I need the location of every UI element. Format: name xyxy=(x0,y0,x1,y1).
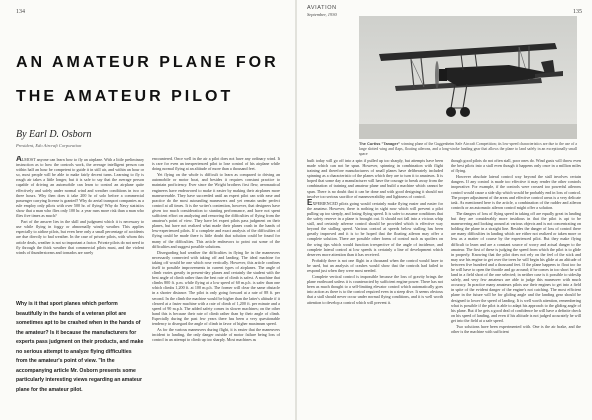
issue-date: September, 1930 xyxy=(307,12,337,18)
paragraph-text: XPERIENCED pilots going would certainly make flying easier and easier for the amateur. However, there is nothing in sight now which will prevent a pilot pulling up too steeply, and losing flying speed. It is safer to assume conditions that the safety reserve in a plane is brought out. It should not fall into a vicious whip stall, and certainly adverse control should be provided which is effective way beyond the stalling speed. Various control at speeds below stalling has been greatly improved and it is to be hoped that the floating aileron may offer a complete solution. There are possible other forms of control such as spoilers on the wing tips which would function irrespective of the angle of incidence, and complete lateral control at low speeds is certainly a line of development which deserves more attention than it has received. xyxy=(307,200,443,257)
body-paragraph: encountered. Once well in the air a pilot does not have any ordinary wind. It is rare for even an inexperienced pilot to lose control of his airplane while doing normal flying at an altitude of more than a thousand feet. xyxy=(152,156,280,172)
body-paragraph: Disregarding bad weather the difficulties in flying lie in the maneuvers necessarily connected with taking off and landing. The ideal machine for taking off would be one which rose vertically. However, this article confines itself to possible improvements in current types of airplanes. The angle of climb varies greatly in present-day planes and certainly the student with the best angle of climb rather than the best rate of climb is safest. A machine that climbs 800 ft. p.m. while flying at a low speed of 60 m.p.h. is safer than one which climbs 1,200 ft. at 100 m.p.h. The former will clear the same obstacle in a shorter distance. The pilot is only going forward at a rate of 88 ft. per second. In the climb the machine would be higher than the latter's altitude if it cleared at a faster machine with a rate of climb of 1,200 ft. per minute and a speed of 90 m.p.h. The added safety comes in slower machines; on the other hand this is because their rate of climb rather than by their angle of climb. Especially during the past few years there has been a very questionable tendency to disregard the angle of climb in favor of higher maximum speed. xyxy=(152,249,280,326)
drop-cap: E xyxy=(307,197,313,207)
author-affiliation: President, Edo Aircraft Corporation xyxy=(16,143,82,148)
body-paragraph: Two solutions have been experimented with. One is the air brake, and the other is the machine with sufficient xyxy=(451,324,581,335)
page-number: 135 xyxy=(573,9,582,15)
biplane-photo xyxy=(359,16,577,139)
body-paragraph: Yet flying on the whole is difficult to learn as compared to driving an automobile or motor boat, and besides it requires constant practice to maintain proficiency. Ever since the Wright brothers first flew, aeronautical engineers have endeavored to make it easier by making their airplanes more maneuverable. They have succeeded until an expert pilot can with ease and practice do the most astounding maneuvers and yet remain under perfect control at all times. It is the writer's contention, however, that designers have given too much consideration to stunting performance, and have not spent sufficient effort on analyzing and removing the difficulties of flying from the amateur's point of view. They have let expert pilots pass judgment on their planes, but have not realized what made their planes crash in the hands of less-experienced pilots. If a complete and exact analysis of the difficulties of flying could be made there is little doubt that solution could be found for many of the difficulties. This article endeavors to point out some of the difficulties and suggest possible solutions. xyxy=(152,172,280,249)
left-column-1 xyxy=(16,156,144,294)
body-paragraph: However absolute lateral control way beyond the stall involves certain dangers. If any control is made too effective it may render the other controls inoperative. For example, if the controls were crossed too powerful ailerons control would cause a side slip which would be probably end in loss of control. The proper adjustment of the areas and effective control areas is a very delicate task. As mentioned here is the article, a combination of the rudder and aileron controls or an automatic aileron control might offer a solution. xyxy=(451,174,581,210)
body-paragraph: Complete vertical control is impossible because the loss of gravity brings the plane earthward unless it is counteracted by sufficient engine power. There has not been as much thought to a self-limiting elevator control which automatically goes into action as there is to the control required even in a steep dive. It seems obvious that a stall should never occur under normal flying conditions, and it is well worth attention to develop a control which will prevent it. xyxy=(307,274,443,305)
body-paragraph xyxy=(307,197,443,257)
body-paragraph xyxy=(16,156,144,218)
drop-cap: A xyxy=(16,156,22,163)
right-column-2 xyxy=(451,158,581,416)
body-paragraph: Probably there is not one flight in a thousand when the control would have to be used, but an analysis of crashes would show that the controls had failed to respond just when they were most needed. xyxy=(307,257,443,273)
caption-text: winning plane of the Guggenheim Safe Aircraft Competition; its low-speed characteristics are due to the use of a large slotted wing and flaps, floating ailerons, and a long-stroke landing gear that allows the plane to land safely in an exceptionally small space xyxy=(359,142,577,156)
pull-quote: Why is it that sport planes which perform beautifully in the hands of a veteran pilot are sometimes apt to be crashed when in the hands of the amateur? Is it because the manufacturers for experts pass judgment on their products, and make no serious attempt to analyze flying difficulties from the amateur's point of view. "In the accompanying article Mr. Osborn presents some particularly interesting views regarding an amateur plane for the amateur pilot. xyxy=(16,301,144,393)
byline: By Earl D. Osborn xyxy=(16,129,92,140)
left-page xyxy=(0,0,295,420)
running-head xyxy=(307,5,337,18)
article-title: AN AMATEUR PLANE FOR THE AMATEUR PILOT xyxy=(16,54,279,105)
biplane-illustration xyxy=(359,16,577,139)
photo-caption xyxy=(359,142,577,156)
caption-lead: The Curtiss "Tanager" xyxy=(359,141,401,146)
left-column-2 xyxy=(152,156,280,414)
right-page xyxy=(297,0,592,420)
body-paragraph: As for the various maneuvers during flight, it is easier that the maneuvers incident to landing, the only danger outside of motor failure being loss of control in an attempt to climb up too sharply. Most machines as xyxy=(152,327,280,343)
body-paragraph: built today will go off into a spin if pulled up too sharply, but attempts have been made which can not be spun. However, spinning in combination with flight training and therefore manufacturers of small planes have deliberately included spinning as a characteristic of the planes which they are to turn it to amateurs. It is hoped that some day a manufacturer will have the courage to break away from the combination of training and amateur plane and build a machine which cannot be spun. There is no doubt that it can be done and with good designing it should not involve too serious sacrifice of maneuverability and lightness of control. xyxy=(307,158,443,199)
magazine-name: AVIATION xyxy=(307,5,337,11)
body-paragraph: though good pilots do not often stall, poor ones do. Wind gusts will throw even the best pilots into a stall even though it happens only once in a million miles of flying. xyxy=(451,158,581,174)
page-number: 134 xyxy=(16,9,25,15)
body-paragraph: Part of the answer lies in the skill and judgment which it is necessary to use while flying in foggy or abnormally windy weather. This applies especially to airline pilots, but even here only a small percentage of accidents are due directly to bad weather. In the case of private pilots, with whom this article deals, weather is not so important a factor. Private pilots do not need to fly through the thick weather that commercial pilots must, and the violent winds of thunderstorms and tornados are rarely xyxy=(16,219,144,255)
paragraph-text: LMOST anyone can learn how to fly an airplane. With a little preliminary instruction as to how the controls work, the average intelligent person can within half an hour be competent to guide it in still air, and within an hour or so, most people will be able to make fairly decent turns. Learning to fly is rough air takes a little longer, but it is safe to say that the average person capable of driving an automobile can learn to control an airplane quite effectively and safely under normal wind and weather conditions in two or three hours. Why then does it take 200 hr of solo before a commercial passenger carrying license is granted? Why do aerial transport companies as a rule employ only pilots with over 500 hr. of flying? Why do Navy statistics show that a man who flies only 100 hr. a year runs more risk than a man who flies five times as much? xyxy=(16,157,144,219)
body-paragraph: The dangers of loss of flying speed in taking off are equally great in landing but they are considerably more insidious in that the pilot is apt to be maneuvering and looking around at various objects and is not concentrating on holding the plane in a straight line. Besides the danger of loss of control there are many difficulties in landing which are either not realized or taken more or less as a matter of course by the experienced pilot. But they make flying difficult to learn and are a constant source of worry and actual danger to the amateur. The first of these is judging the speed from which the pilot is to glide in properly. Knowing that the pilot does not rely on the feel of the stick and may use his engine to get over the trees he will begin his glide at an altitude of between five hundred and a thousand feet. If the plane happens to float too far he will have to open the throttle and go around; if he comes in too short he will land in a field short of the one selected; in neither case is it possible to sideslip safely, and very few amateurs are able to judge this maneuver with much accuracy. In practice many amateurs pilots use their engines to get into a field in spite of the evident danger of the engine's not catching. The most efficient plane in the future will be for gliding angle and the landing gear should be designed to lower the speed of landing. It is well worth attention, remembering what is possible if the pilot is able to adapt his approach to the gliding angle of his plane. But if he gets a good deal of confidence he will have a definite check on his speed of landing, and even if his altitude is not judged accurately he will get into the field at a safe speed. xyxy=(451,210,581,323)
right-column-1 xyxy=(307,158,443,416)
